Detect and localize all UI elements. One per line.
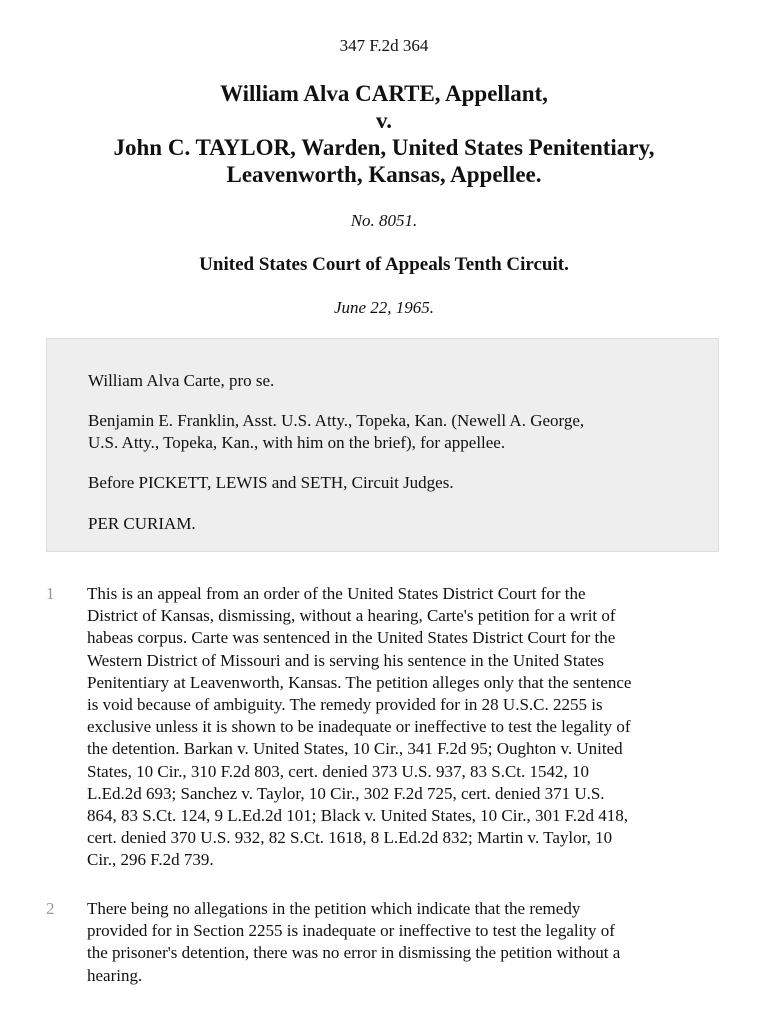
paragraph-line: the detention. Barkan v. United States, 10 Cir., 341 F.2d 95; Oughton v. United (87, 739, 623, 759)
appellee-counsel-line2: U.S. Atty., Topeka, Kan., with him on the brief), for appellee. (88, 433, 506, 452)
paragraph-line: the prisoner's detention, there was no error in dismissing the petition without a (87, 943, 621, 963)
paragraph-line: Western District of Missouri and is serving his sentence in the United States (87, 650, 605, 670)
paragraph-line: is void because of ambiguity. The remedy provided for in 28 U.S.C. 2255 is (87, 695, 603, 715)
per-curiam-line: PER CURIAM. (88, 514, 196, 533)
appellant-name: William Alva CARTE, Appellant, (220, 81, 548, 106)
paragraph-line: States, 10 Cir., 310 F.2d 803, cert. denied 373 U.S. 937, 83 S.Ct. 1542, 10 (87, 761, 590, 781)
pro-se-line: William Alva Carte, pro se. (88, 371, 275, 390)
court-name: United States Court of Appeals Tenth Circuit. (199, 254, 569, 275)
paragraph-line: There being no allegations in the petition which indicate that the remedy (87, 899, 581, 918)
appellee-counsel-line1: Benjamin E. Franklin, Asst. U.S. Atty., Topeka, Kan. (Newell A. George, (88, 411, 585, 430)
counsel-panel (46, 338, 719, 552)
paragraph-number: 2 (46, 899, 55, 918)
appellee-name-line2: Leavenworth, Kansas, Appellee. (226, 162, 542, 187)
paragraph-line: Penitentiary at Leavenworth, Kansas. The petition alleges only that the sentence (87, 672, 632, 692)
paragraph-line: habeas corpus. Carte was sentenced in the United States District Court for the (87, 628, 616, 648)
appellee-name-line1: John C. TAYLOR, Warden, United States Penitentiary, (113, 135, 655, 160)
paragraph-line: District of Kansas, dismissing, without a hearing, Carte's petition for a writ of (87, 606, 616, 626)
decision-date: June 22, 1965. (333, 298, 435, 317)
case-caption (0, 80, 768, 188)
paragraph-line: hearing. (87, 965, 143, 985)
paragraph-line: provided for in Section 2255 is inadequate or ineffective to test the legality of (87, 921, 615, 941)
paragraph-text (87, 898, 727, 987)
paragraph-text (87, 583, 727, 872)
paragraph-line: This is an appeal from an order of the United States District Court for the (87, 584, 586, 603)
paragraph-line: 864, 83 S.Ct. 124, 9 L.Ed.2d 101; Black v. United States, 10 Cir., 301 F.2d 418, (87, 806, 629, 826)
paragraph-line: L.Ed.2d 693; Sanchez v. Taylor, 10 Cir., 302 F.2d 725, cert. denied 371 U.S. (87, 783, 605, 803)
docket-number: No. 8051. (350, 211, 418, 230)
reporter-citation: 347 F.2d 364 (339, 36, 429, 55)
judges-line: Before PICKETT, LEWIS and SETH, Circuit Judges. (88, 473, 454, 492)
paragraph-number: 1 (46, 584, 55, 603)
paragraph-line: Cir., 296 F.2d 739. (87, 850, 214, 870)
paragraph-line: cert. denied 370 U.S. 932, 82 S.Ct. 1618, 8 L.Ed.2d 832; Martin v. Taylor, 10 (87, 828, 613, 848)
paragraph-line: exclusive unless it is shown to be inadequate or ineffective to test the legality of (87, 717, 631, 737)
versus-label: v. (376, 108, 392, 133)
